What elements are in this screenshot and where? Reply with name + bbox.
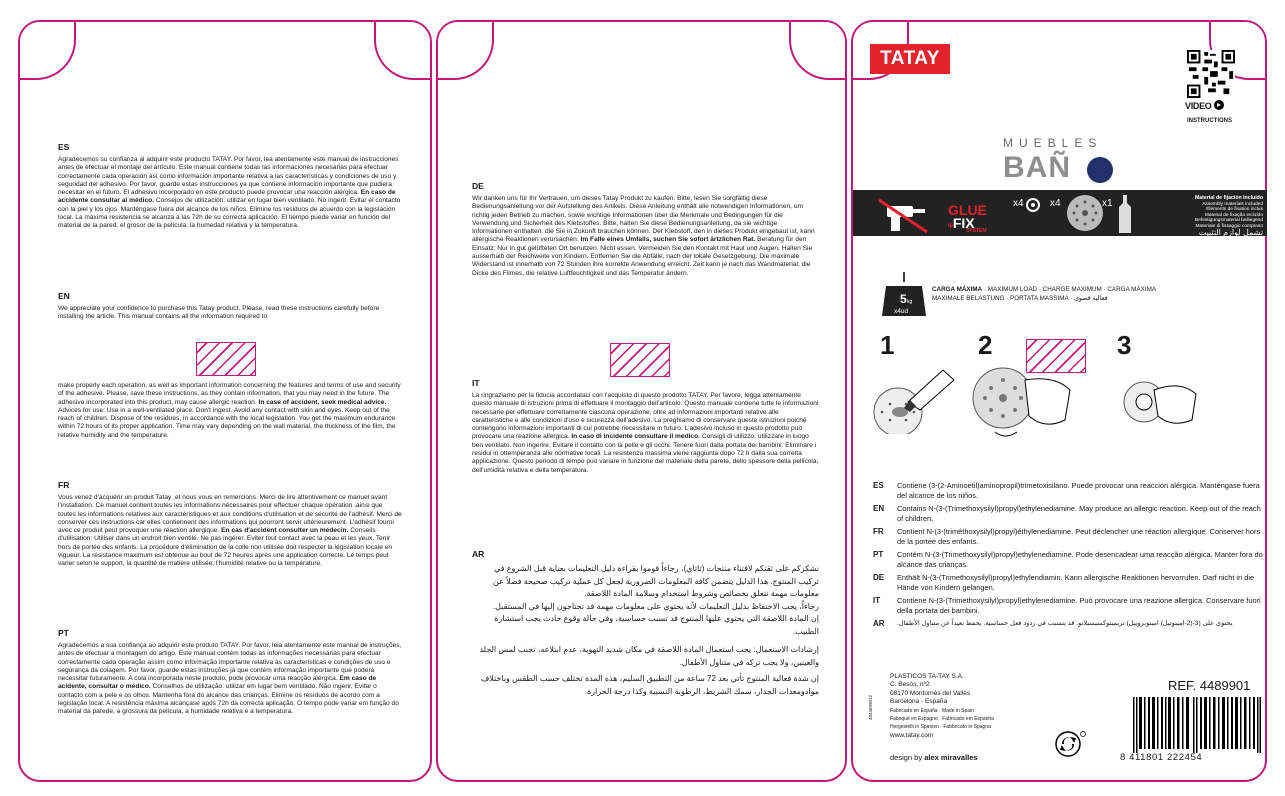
middle-panel bbox=[436, 20, 847, 782]
step-number: 1 bbox=[880, 330, 895, 360]
panel-notch bbox=[789, 20, 847, 80]
no-drill-icon bbox=[875, 196, 935, 234]
barcode bbox=[1133, 697, 1261, 753]
hazard-warnings bbox=[873, 481, 1263, 632]
adhesive-disc-icon bbox=[1066, 194, 1104, 232]
panel-notch bbox=[436, 20, 494, 80]
section-ar bbox=[472, 549, 819, 698]
step-number: 2 bbox=[978, 330, 993, 360]
left-panel bbox=[18, 20, 432, 782]
hatched-placeholder bbox=[196, 342, 256, 376]
weight-icon bbox=[882, 272, 926, 316]
reference-number: REF. 4489901 bbox=[1168, 678, 1251, 693]
section-text: We appreciate your confidence to purchase this Tatay product. Please, read these instructions carefully before installing the article. This manual contains all the information required to bbox=[58, 305, 380, 321]
section-text: make properly each operation, as well as important information concerning the features and terms of use and security of the adhesive. Please, save these instructions, as they contain information, that you may need in the future. The adhesive incorporated into this product, may cause allergic reaction. In case of accident, seek medical advice. Advices for use: Use in a well-ventilated place. Don't ingest. Avoid any contact with skin and eyes. Keep out of the reach of children. Dispose of the residues, in accordance with the local legislation. You get the maximum endurance within 72 hours of its proper application. Time may vary depending on the wall material, the thickness of the film, the relative humidity and the temperature. bbox=[58, 382, 401, 439]
section-text: إن المادة اللاصقة التي يحتوي عليها المنتوج قد تسبب حساسية، وفي حالة وقوع حادث يجب استشارة الطبيب. bbox=[494, 614, 819, 636]
company-address: PLASTICOS TA-TAY S.A. C. Besòs, nº2 08170 Montornès del Vallès Barcelona - España Fabricado en España · Made in Spain Fabriqué en Espagne · Fabricado em Espanha Hergestellt in Spanien · Fabbricato in Spagna www.tatay.com bbox=[890, 673, 994, 739]
product-line: MUEBLES bbox=[1003, 136, 1103, 150]
designer-credit: design by alex miravalles bbox=[890, 753, 978, 762]
warning-row: ES Contiene (3-(2-Aminoetil)aminopropil)trimetoxisilano. Puede provocar una reacción alérgica. Manténgase fuera del alcance de los niños. bbox=[873, 481, 1260, 500]
warning-row: FR Contient N-(3-(triméthoxysilyl)propyl)éthylenediamine. Peut déclencher une réaction allergique. Conserver hors de la portée des enfants. bbox=[873, 527, 1261, 546]
section-en bbox=[58, 291, 402, 322]
weight-unit: kg bbox=[907, 299, 913, 305]
barcode-number: 8 411801 222454 bbox=[1120, 752, 1203, 763]
max-load-label: CARGA MÁXIMA · MAXIMUM LOAD · CHARGE MAXIMUM · CARGA MÁXIMA MAXIMALE BELASTUNG · PORTATA MASSIMA · فعالية قصوى bbox=[932, 286, 1157, 302]
panel-notch bbox=[18, 20, 76, 80]
warning-row: IT Contiene N-(3-(Trimethoxysilyl)propyl)ethylenediamine. Può provocare una reazione allergica. Conservare fuori della portata dei bambini. bbox=[873, 596, 1261, 615]
warning-row: PT Contém N-(3-(Trimethoxysilyl)propyl)ethylenediamine. Pode desencadear uma reacção alérgica. Manter fora do alcance das crianças. bbox=[873, 550, 1263, 569]
quantity-label: x1 bbox=[1102, 198, 1113, 209]
hatched-placeholder bbox=[610, 343, 670, 377]
glue-fix-system: SYSTEM bbox=[966, 228, 987, 234]
section-text: إن شدة فعالية المنتوج تأتي بعد 72 ساعة من التطبيق السليم، هذه المدة تختلف حسب الطقس وباختلاف موادومعدات الجدار، سمك الشريط، الرطوبة النسبية وكذا درجة الحرارة. bbox=[480, 674, 819, 696]
product-code: 4344899012 bbox=[868, 694, 873, 720]
warning-row: AR يحتوي على (3-(2-امينوتيل) امينوبروبيل) تريميثوكسيسيلانو. قد يتسبب في ردود فعل حساسية. يحفظ بعيداً عن متناول الأطفال. bbox=[873, 619, 1233, 628]
warning-row: EN Contains N-(3-(Trimethoxysilyl)propyl)ethylenediamine. May produce an allergic reaction. Keep out of the reach of children. bbox=[873, 504, 1261, 523]
section-es bbox=[58, 142, 402, 231]
section-text: Agradecemos su confianza al adquirir este producto TATAY. Por favor, lea atentamente este manual de instrucciones antes de efectuar el montaje del artículo. Este manual contiene todas las informaciones necesarias para efectuar correctamente cada operación así como información importante relativa a las características y condiciones de uso y seguridad del adhesivo. Por favor, guarde estas instrucciones ya que contiene información importante que pudiera necesitar en el futuro. El adhesivo incorporado en este producto puede provocar una reacción alérgica. En caso de accidente consultar al médico. Consejos de utilización: utilizar en lugar bien ventilado. No ingerir. Evitar el contacto con la piel y los ojos. Manténgase fuera del alcance de los niños. Elimine los residuos de acuerdo con la legislación local. La máxima resistencia se alcanza a las 72h de su correcta aplicación. El tiempo puede variar en función del material de la pared, el grosor de la película, la humedad relativa y la temperatura. bbox=[58, 156, 401, 230]
section-it bbox=[472, 378, 819, 475]
warning-row: DE Enthält N-(3-(Trimethoxysilyl)propyl)ethylendiamin. Kann allergische Reaktionen hervorrufen. Darf nicht in die Hände von Kindern gelangen. bbox=[873, 573, 1255, 592]
quantity-label: x4 bbox=[1050, 198, 1061, 209]
quantity-label: x4 bbox=[1013, 198, 1024, 209]
section-text: Vous venez d'acquérir un produit Tatay ,et nous vous en remercions. Merci de lire attentivement ce manuel avant l'installation. Ce manuel contient toutes les informations nécessaires pour effectuer chaque opération ,ainsi que toutes les informations relatives aux caractéristiques et aux conditions d'utilisation et de sécurité de l'adhésif. Merci de conserver ces instructions car elles contiennent des informations qui pourront servir ultérieurement. L'adhésif fourni avec ce produit peut provoquer une réaction allergique. En cas d'accident consulter un médecin. Conseils d'utilisation: Utiliser dans un endroit bien ventilé. Ne pas ingérer. Eviter tout contact avec la peau et les yeux. Tenir hors de portée des enfants. La procédure d'élimination de la colle non utilisée doit respecter la législation locale en vigueur. La résistance maximum est obtenue au bout de 72 heures après une application correcte. Le temps peut varier selon le support, la quantité de matière utilisée, l'humidité relative ou la température. bbox=[58, 494, 402, 568]
glue-tube-icon bbox=[1117, 195, 1133, 233]
section-heading: PT bbox=[58, 628, 69, 638]
step1-illustration bbox=[868, 362, 958, 434]
step-number: 3 bbox=[1117, 330, 1132, 360]
qr-code-icon[interactable] bbox=[1186, 50, 1236, 98]
section-text: نشكركم على ثقتكم لاقتناء منتجات (تاتاي)، رجاءاً قوموا بقراءة دليل التعليمات بعناية قبل الشروع في تركيب المنتوج. هذا الدليل يتضمن كافة المعلومات الضرورية لجعل كل عملية تركيب صحيحة فضلاً عن معلومات مهمة تتعلق بخصائص وشروط استخدام وسلامة المادة اللاصقة. bbox=[492, 564, 819, 598]
section-heading: DE bbox=[472, 181, 484, 191]
section-heading: ES bbox=[58, 142, 70, 152]
section-heading: AR bbox=[472, 549, 485, 559]
product-dot bbox=[1087, 157, 1113, 183]
step2-illustration bbox=[965, 360, 1075, 442]
section-de bbox=[472, 181, 819, 278]
section-pt bbox=[58, 628, 402, 717]
weight-value: 5 bbox=[900, 292, 907, 306]
panel-notch bbox=[374, 20, 432, 80]
section-text: La ringraziamo per la fiducia accordataci con l'acquisto di questo prodotto TATAY. Per favore, legga attentamente questo manuale di istruzioni prima di effettuare il montaggio dell'articolo. Questo manuale contiene tutte le informazioni necessarie per effettuare correttamente ciascuna operazione, oltre ad informazioni importanti relative alle caratteristiche e alle condizioni d'uso e sicurezza dell'adesivo. La preghiamo di conservare queste istruzioni poiché contengono informazioni importanti di cui potrebbe necessitare in futuro. L'adesivo incluso in questo prodotto può provocare una reazione allergica. In caso di incidente consultare il medico. Consigli di utilizzo: utilizzare in luogo ben ventilato. Non ingerire. Evitare il contatto con la pelle e gli occhi. Tenere fuori dalla portata dei bambini. Eliminare i residui in ottemperanza alle normative locali. La resistenza massima viene raggiunta dopo 72 h dalla sua corretta applicazione. Questo periodo di tempo può variare in funzione del materiale della parete, dello spessore della pellicola, dell'umidità relativa e della temperatura. bbox=[472, 392, 819, 474]
video-instructions-label: INSTRUCTIONS bbox=[1187, 118, 1232, 124]
section-text: رجاءاً، يجب الاحتفاظ بدليل التعليمات لأنه يحتوي على معلومات مهمة قد تحتاجون إليها في المستقبل. bbox=[492, 601, 819, 611]
section-fr bbox=[58, 480, 402, 569]
section-heading: IT bbox=[472, 378, 480, 388]
section-text: Agradecemos a sua confiança ao adquirir este produto TATAY. Por favor, leia atentamente este manual de instruções, antes de efectuar a montagem do artigo. Este manual contém todas as informações necessárias para efectuar correctamente cada operação assim como informação importante relativa às características e condições de uso e segurança da colagem. Por favor, guarde estas instruções já que contém informação importante que poderá necessitar futuramente. A cola incorporada neste produto, pode provocar uma reacção alérgica. Em caso de acidente, consultar o médico. Conselhos de utilização: utilizar em lugar bem ventilado. Não ingerir. Evitar o contacto com a pele e os olhos. Mantenha fora do alcance das crianças. Elimine os resíduos de acordo com a legislação local. A resistência máxima alcançase após 72h da correcta aplicação. O tempo pode variar em função do material da parede, a grossura da película, a humidade relativa e a temperatura. bbox=[58, 642, 402, 716]
step3-illustration bbox=[1110, 370, 1200, 438]
glue-fix-logo: GLUE ΨFIX bbox=[948, 202, 987, 231]
product-name: BAÑ bbox=[1003, 151, 1071, 184]
video-label[interactable]: VIDEO bbox=[1185, 100, 1224, 111]
weight-count: x4ud bbox=[894, 308, 909, 315]
section-text: Wir danken uns für Ihr Vertrauen, um dieses Tatay Produkt zu kaufen. Bitte, lesen Sie sorgfältig diese Bedienungsanleitung vor der Aufstellung des Artikels. Diese Anleitung enthält alle notwendigen Informationen, um richtig jeden Betrieb zu machen, sowie wichtige Informationen über die Merkmale und Bedingungen für die Verwendung und Sicherheit des Klebstoffes. Bitte, halten Sie diese Bedienungsanleitung, da sie wichtige Informationen enthalten, die Sie in Zukunft brauchen können. Der Klebstoff, den in dieses Produkt eingebaut ist, kann allergische Reaktionen verursachen. Im Falle eines Umfalls, suchen Sie sofort ärtzlichen Rat. Beratung für den Einsatz: Nur in gut gelüfteten Ort benutzen. Nicht essen. Vermeiden Sie den Kontakt mit Haut und Augen. Halten Sie ausserhalb der Reichweite von Kindern. Entfernen Sie die Abfälle, nach der lokale Gesetzgebung. Die maximale Widerstand ist innerhalb von 72 Stunden ihre korrekte Anwendung erreicht. Zeit kann je nach das Wandmaterial, die Dicke des Filmes, die relative Luftfeuchtigkeit und das Temperatur ändern. bbox=[472, 195, 815, 277]
washer-icon bbox=[1026, 198, 1040, 212]
section-text: إرشادات الاستعمال: يجب استعمال المادة اللاصقة في مكان شديد التهوية، عدم ابتلاعه، تجنب لمس الجلد والعينين، ولا يجب تركه في متناول الأطفال. bbox=[479, 645, 819, 667]
section-heading: EN bbox=[58, 291, 70, 301]
section-heading: FR bbox=[58, 480, 70, 490]
recycle-icon bbox=[1054, 730, 1086, 758]
fixing-materials-note: Material de fijación incluido Assembly materials included Éléments de fixation inclus Material de fixação incluído Befestigungsmaterial beiliegend Materiale di fissaggio compreso تشمل لوازم التثبيت bbox=[1194, 195, 1263, 237]
tatay-logo: TATAY bbox=[870, 44, 950, 74]
play-icon bbox=[1214, 100, 1224, 110]
section-en-cont bbox=[58, 382, 402, 440]
